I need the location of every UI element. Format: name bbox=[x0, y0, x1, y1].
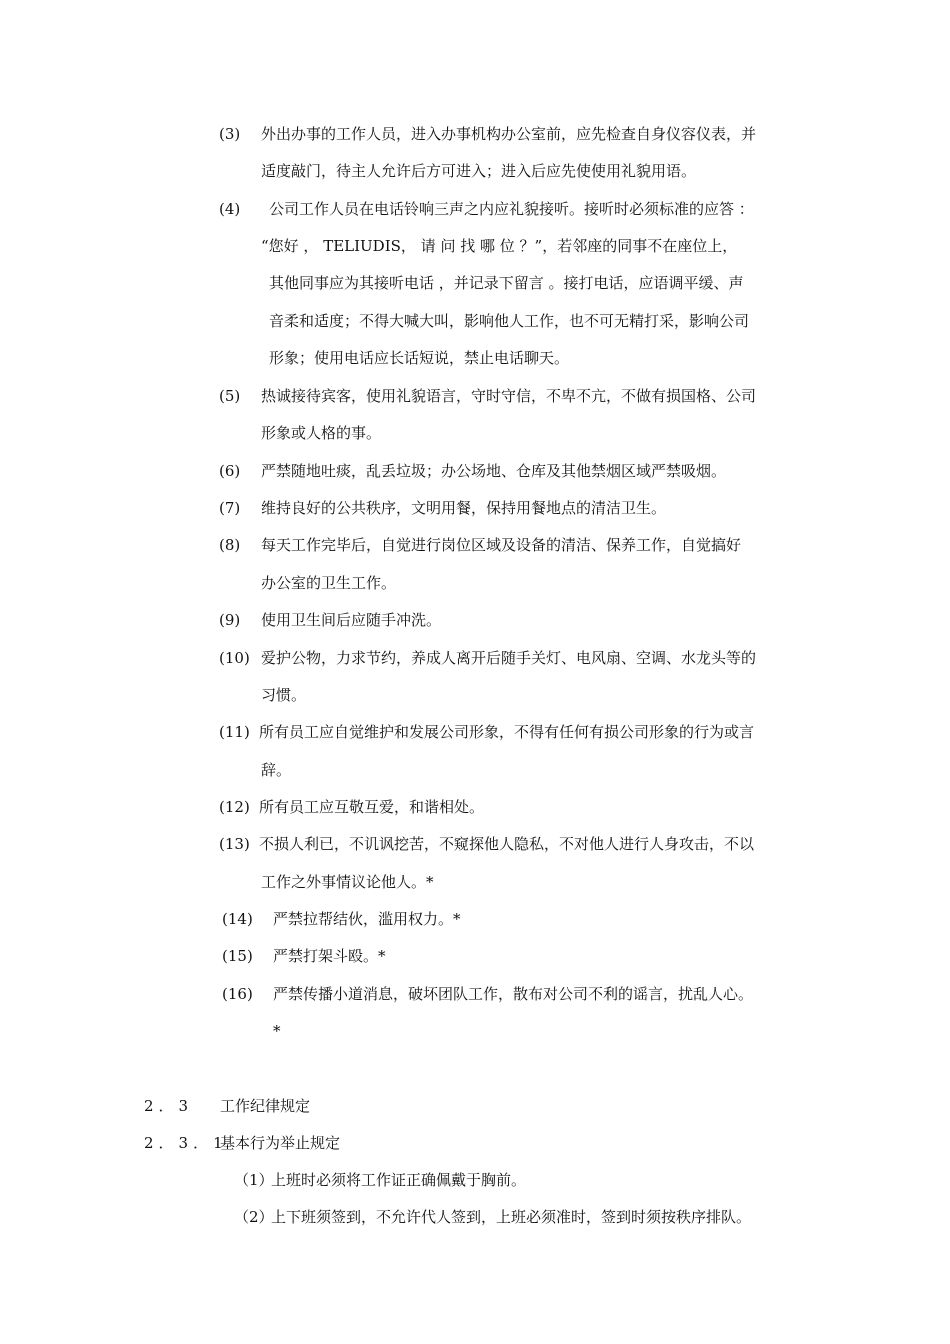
item-8-line-2: 办公室的卫生工作。 bbox=[261, 574, 397, 592]
item-10-line-2: 习惯。 bbox=[261, 686, 307, 704]
item-5-line-1: 热诚接待宾客，使用礼貌语言，守时守信，不卑不亢，不做有损国格、公司 bbox=[261, 387, 757, 405]
item-9-number: (9) bbox=[219, 611, 241, 629]
item-15-line-1: 严禁打架斗殴。* bbox=[273, 947, 386, 965]
item-4-line-5: 形象；使用电话应长话短说，禁止电话聊天。 bbox=[269, 349, 570, 367]
item-8-number: (8) bbox=[219, 536, 241, 554]
item-16-number: (16) bbox=[222, 985, 253, 1003]
item-11-line-2: 辞。 bbox=[261, 761, 292, 779]
subsection-title: 基本行为举止规定 bbox=[220, 1134, 341, 1152]
item-16-line-1: 严禁传播小道消息，破坏团队工作，散布对公司不利的谣言，扰乱人心。 bbox=[273, 985, 754, 1003]
item-14-line-1: 严禁拉帮结伙，滥用权力。* bbox=[273, 910, 461, 928]
item-3-line-2: 适度敲门，待主人允许后方可进入；进入后应先使使用礼貌用语。 bbox=[261, 162, 697, 180]
item-9-line-1: 使用卫生间后应随手冲洗。 bbox=[261, 611, 442, 629]
subitem-1-text: 上班时必须将工作证正确佩戴于胸前。 bbox=[271, 1171, 527, 1189]
section-number bbox=[144, 1096, 193, 1116]
item-15-number: (15) bbox=[222, 947, 253, 965]
item-4-line-3: 其他同事应为其接听电话 ，并记录下留言 。接打电话，应语调平缓、声 bbox=[269, 274, 744, 292]
item-6-line-1: 严禁随地吐痰，乱丢垃圾；办公场地、仓库及其他禁烟区域严禁吸烟。 bbox=[261, 462, 727, 480]
item-11-line-1: 所有员工应自觉维护和发展公司形象，不得有任何有损公司形象的行为或言 bbox=[259, 723, 755, 741]
item-16-line-2: * bbox=[273, 1022, 281, 1040]
section-number-text: 2．3 bbox=[144, 1097, 194, 1115]
item-12-line-1: 所有员工应互敬互爱，和谐相处。 bbox=[259, 798, 485, 816]
item-13-line-1: 不损人利已，不讥讽挖苦，不窥探他人隐私，不对他人进行人身攻击，不以 bbox=[259, 835, 755, 853]
item-8-line-1: 每天工作完毕后，自觉进行岗位区域及设备的清洁、保养工作，自觉搞好 bbox=[261, 536, 742, 554]
item-13-number: (13) bbox=[219, 835, 250, 853]
section-title: 工作纪律规定 bbox=[220, 1097, 311, 1115]
item-6-number: (6) bbox=[219, 462, 241, 480]
item-7-number: (7) bbox=[219, 499, 241, 517]
item-3-line-1: 外出办事的工作人员，进入办事机构办公室前，应先检查自身仪容仪表，并 bbox=[261, 125, 757, 143]
item-4-line-1: 公司工作人员在电话铃响三声之内应礼貌接听。接听时必须标准的应答 ： bbox=[269, 200, 754, 218]
subitem-2-text: 上下班须签到，不允许代人签到，上班必须准时，签到时须按秩序排队。 bbox=[271, 1208, 752, 1226]
subsection-number-text: 2．3．1 bbox=[144, 1134, 228, 1152]
item-10-number: (10) bbox=[219, 649, 250, 667]
item-11-number: (11) bbox=[219, 723, 250, 741]
item-4-line-4: 音柔和适度；不得大喊大叫，影响他人工作，也不可无精打采，影响公司 bbox=[269, 312, 750, 330]
subitem-1-number: （1） bbox=[234, 1171, 274, 1189]
item-4-number: (4) bbox=[219, 200, 241, 218]
item-13-line-2: 工作之外事情议论他人。* bbox=[261, 873, 434, 891]
item-5-number: (5) bbox=[219, 387, 241, 405]
subitem-2-number: （2） bbox=[234, 1208, 274, 1226]
subsection-number bbox=[144, 1133, 228, 1153]
item-3-number: (3) bbox=[219, 125, 241, 143]
item-5-line-2: 形象或人格的事。 bbox=[261, 424, 382, 442]
item-7-line-1: 维持良好的公共秩序，文明用餐，保持用餐地点的清洁卫生。 bbox=[261, 499, 667, 517]
item-4-line-2: “您好 ， TELIUDIS， 请 问 找 哪 位 ？”，若邻座的同事不在座位上， bbox=[261, 237, 738, 255]
item-14-number: (14) bbox=[222, 910, 253, 928]
item-12-number: (12) bbox=[219, 798, 250, 816]
item-10-line-1: 爱护公物，力求节约，养成人离开后随手关灯、电风扇、空调、水龙头等的 bbox=[261, 649, 757, 667]
